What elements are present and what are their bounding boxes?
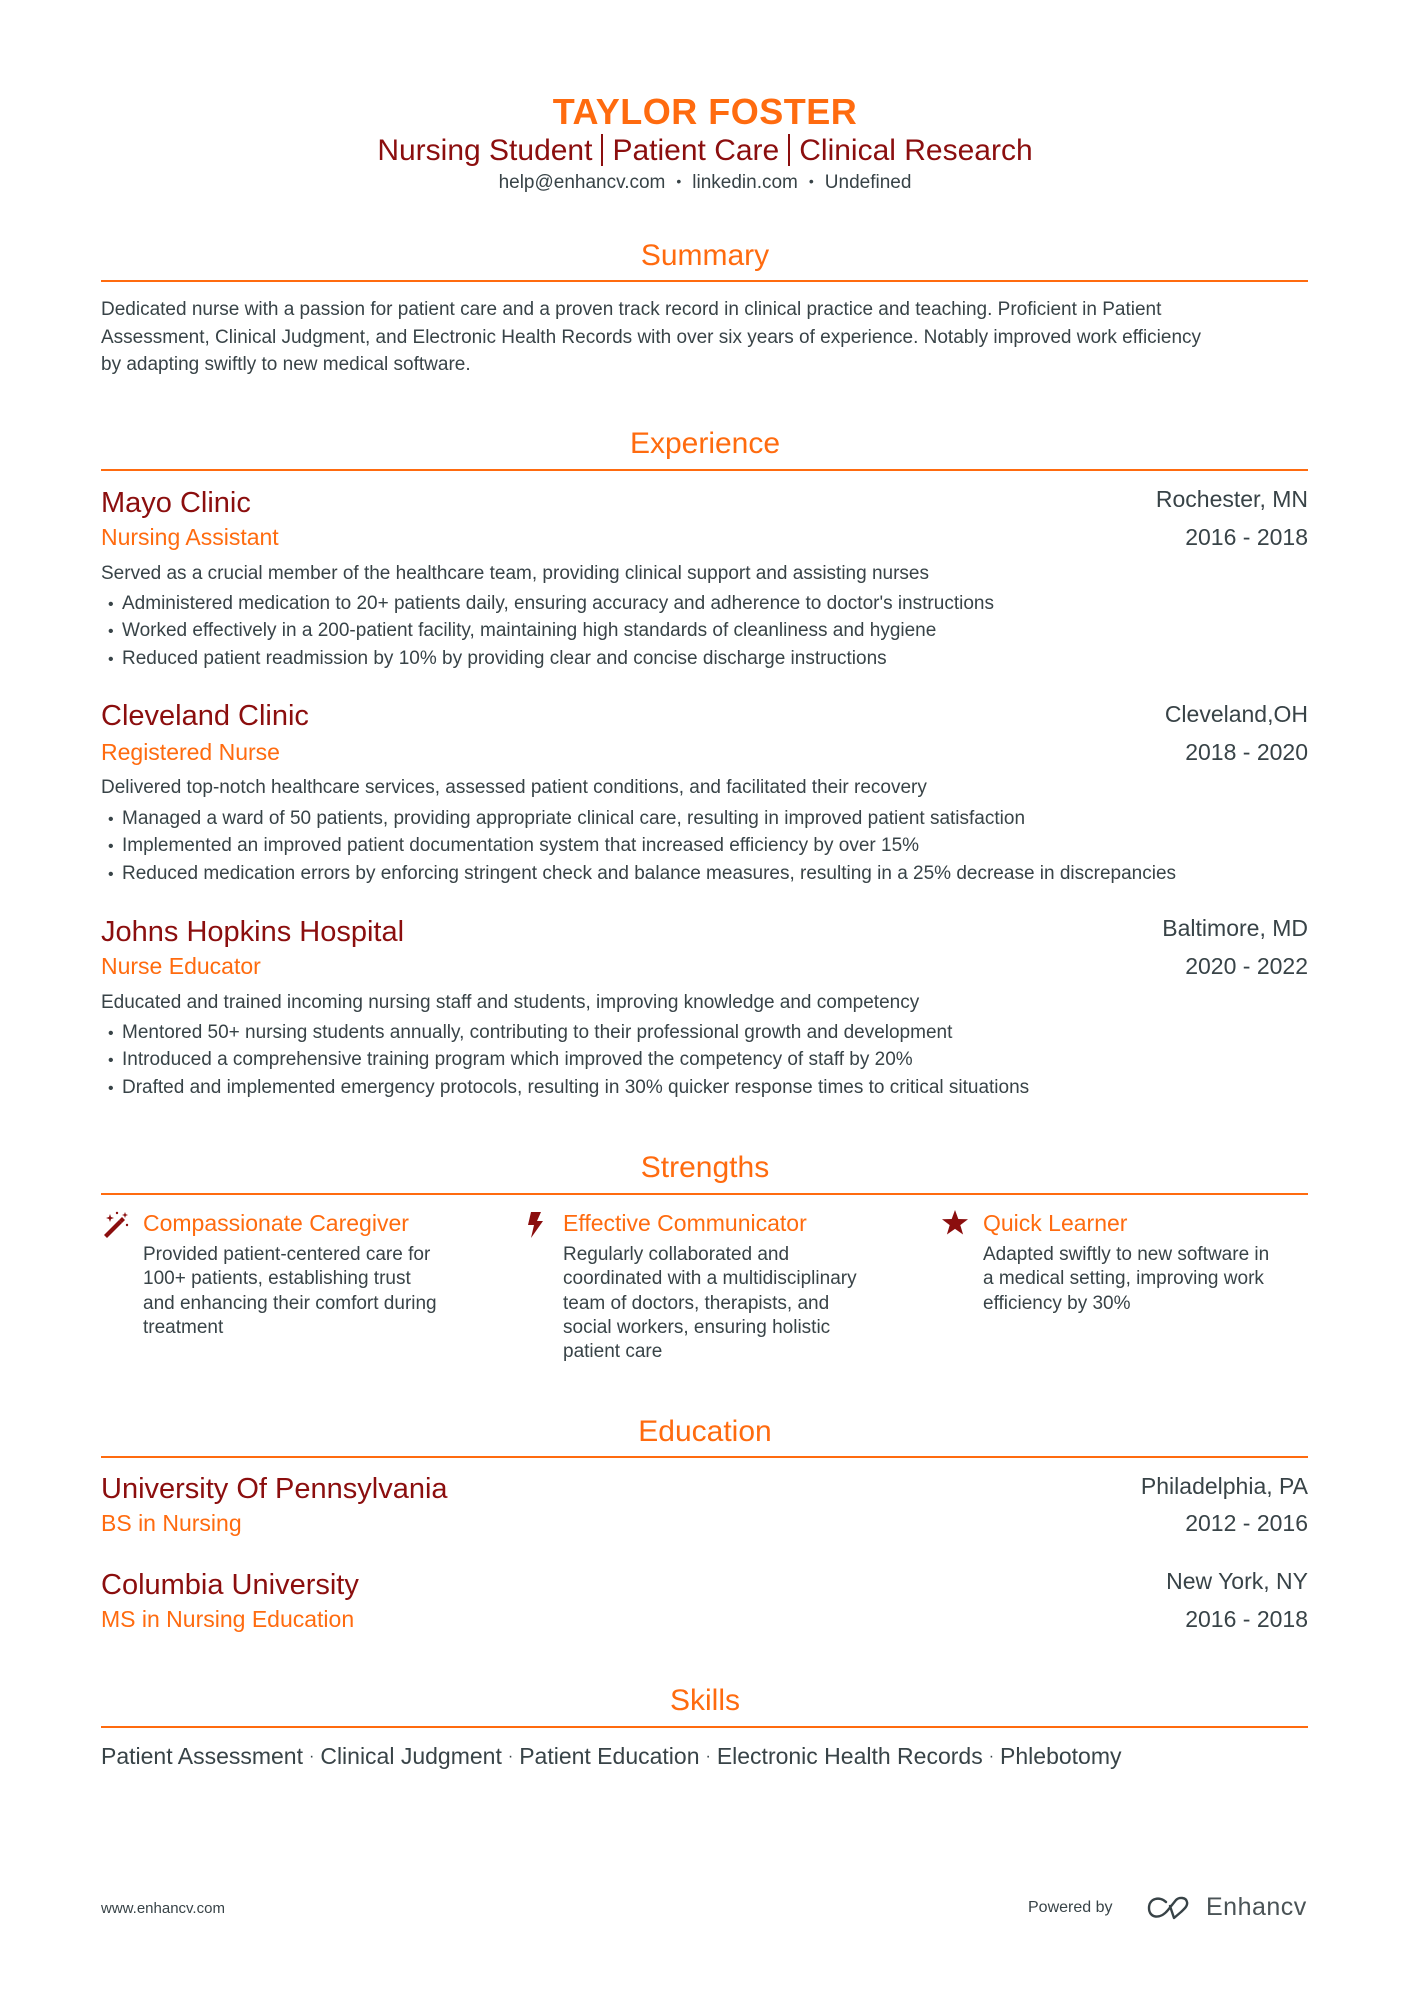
section-divider [101,1193,1308,1195]
skill-item: Clinical Judgment [320,1743,502,1769]
headline-item: Nursing Student [377,134,593,167]
divider [788,134,790,166]
headline-item: Clinical Research [799,134,1033,167]
school-name: Columbia University [101,1569,359,1601]
skill-separator: · [507,1748,514,1765]
section-divider [101,280,1308,282]
section-divider [101,1726,1308,1728]
star-icon [941,1209,969,1237]
skill-separator: · [309,1748,315,1765]
skill-item: Electronic Health Records [716,1743,983,1769]
job-bullet: • Reduced medication errors by enforcing stringent check and balance measures, resulting in a 25% decrease in discrepancies [108,863,1177,884]
job-bullet: • Mentored 50+ nursing students annually, contributing to their professional growth and development [108,1022,953,1043]
job-dates: 2016 - 2018 [1185,524,1308,550]
education-dates: 2012 - 2016 [1185,1510,1308,1536]
headline [0,133,1410,169]
magic-wand-icon [101,1210,129,1238]
email-link[interactable]: help@enhancv.com [498,172,666,193]
enhancv-logo-icon [1146,1896,1194,1920]
job-title: Nurse Educator [101,953,261,979]
summary-line: Assessment, Clinical Judgment, and Electronic Health Records with over six years of experience. Notably improved work efficiency [101,326,1202,348]
skill-item: Patient Assessment [101,1743,303,1769]
strength-title: Quick Learner [983,1210,1128,1236]
job-description: Delivered top-notch healthcare services, assessed patient conditions, and facilitated their recovery [101,777,927,798]
job-location: Cleveland,OH [1164,701,1308,727]
candidate-name: TAYLOR FOSTER [552,91,858,132]
degree: MS in Nursing Education [101,1606,355,1632]
job-title: Nursing Assistant [101,524,279,550]
strength-description: Regularly collaborated and coordinated with a multidisciplinary team of doctors, therapists, and social workers, ensuring holistic patient care [563,1244,857,1363]
strength-description: Adapted swiftly to new software in a medical setting, improving work efficiency by 30% [983,1244,1270,1314]
section-title-summary: Summary [640,239,770,272]
job-description: Educated and trained incoming nursing staff and students, improving knowledge and competency [101,992,920,1013]
company-name: Cleveland Clinic [101,700,309,732]
skill-item: Phlebotomy [1000,1743,1122,1769]
bullet-separator: • [808,173,814,189]
strength-title: Effective Communicator [563,1210,807,1236]
job-bullet: • Drafted and implemented emergency protocols, resulting in 30% quicker response times to critical situations [108,1077,1030,1098]
job-bullet: • Reduced patient readmission by 10% by providing clear and concise discharge instructions [108,648,887,669]
bullet-separator: • [676,173,682,189]
company-name: Mayo Clinic [101,487,251,519]
location-text: Undefined [824,172,912,193]
job-bullet: • Managed a ward of 50 patients, providing appropriate clinical care, resulting in improved patient satisfaction [108,808,1026,829]
job-bullet: • Worked effectively in a 200-patient facility, maintaining high standards of cleanliness and hygiene [108,620,937,641]
job-location: Baltimore, MD [1162,915,1308,941]
degree: BS in Nursing [101,1510,242,1536]
education-dates: 2016 - 2018 [1185,1606,1308,1632]
skill-item: Patient Education [519,1743,700,1769]
powered-by-label: Powered by [1028,1899,1113,1916]
job-bullet: • Introduced a comprehensive training program which improved the competency of staff by 20% [108,1049,913,1070]
divider [601,134,603,166]
job-bullet: • Implemented an improved patient documentation system that increased efficiency by over 15% [108,835,920,856]
company-name: Johns Hopkins Hospital [101,916,405,948]
linkedin-link[interactable]: linkedin.com [692,172,798,193]
section-title-skills: Skills [669,1684,740,1717]
skill-separator: · [705,1748,711,1765]
section-title-experience: Experience [629,427,781,460]
lightning-bolt-icon [522,1210,550,1238]
skills-list [101,1742,1122,1771]
section-divider [101,1456,1308,1458]
summary-text [101,296,1311,379]
summary-line: Dedicated nurse with a passion for patient care and a proven track record in clinical practice and teaching. Proficient in Patient [101,299,1162,320]
headline-item: Patient Care [612,134,780,167]
job-location: Rochester, MN [1155,486,1308,512]
footer-website-link[interactable]: www.enhancv.com [101,1900,225,1917]
school-location: New York, NY [1166,1568,1308,1594]
section-title-education: Education [638,1415,772,1448]
job-title: Registered Nurse [101,739,280,765]
enhancv-brand: Enhancv [1206,1893,1307,1921]
strength-title: Compassionate Caregiver [143,1210,409,1236]
school-location: Philadelphia, PA [1140,1473,1308,1499]
section-title-strengths: Strengths [640,1151,770,1184]
contact-info [0,170,1410,194]
section-divider [101,469,1308,471]
job-dates: 2018 - 2020 [1185,739,1308,765]
strength-description: Provided patient-centered care for 100+ patients, establishing trust and enhancing their comfort during treatment [143,1244,437,1338]
school-name: University Of Pennsylvania [101,1473,448,1505]
skill-separator: · [988,1748,995,1765]
summary-line: by adapting swiftly to new medical software. [101,354,471,375]
job-description: Served as a crucial member of the healthcare team, providing clinical support and assisting nurses [101,563,929,584]
job-bullet: • Administered medication to 20+ patients daily, ensuring accuracy and adherence to doctor's instructions [108,593,994,614]
job-dates: 2020 - 2022 [1185,953,1308,979]
